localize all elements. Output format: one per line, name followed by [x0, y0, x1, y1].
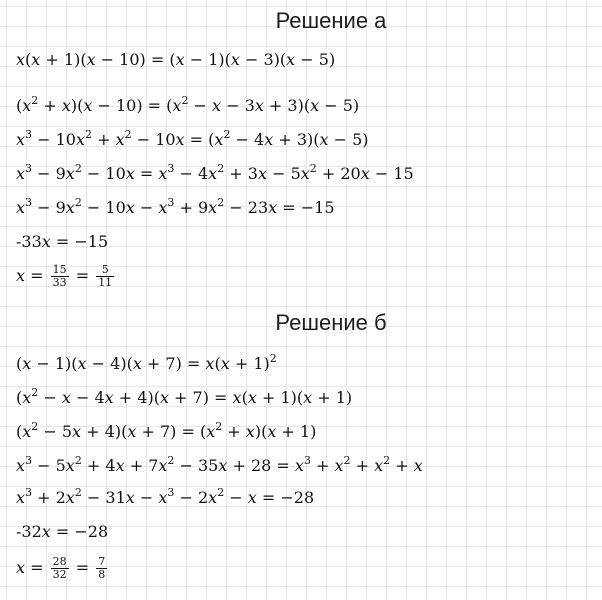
- section-a-step-1: x(x + 1)(x − 10) = (x − 1)(x − 3)(x − 5): [16, 50, 336, 69]
- fraction-denominator: 32: [52, 568, 67, 581]
- section-b-step-6: -32x = −28: [16, 522, 109, 541]
- fraction-numerator: 15: [52, 263, 67, 276]
- section-b-answer: x = $\frac{28}{32}$ = $\frac{7}{8}$: [16, 555, 106, 581]
- section-a-step-3: $x^3 - 10x^2 + x^2 - 10x = (x^2 - 4x + 3)(x - 5)$: [16, 128, 369, 149]
- fraction-numerator: 28: [52, 555, 67, 568]
- section-a-answer: x = $\frac{15}{33}$ = $\frac{5}{11}$: [16, 263, 113, 289]
- section-a-step-2: $(x^2 + x)(x - 10) = (x^2 - x - 3x + 3)(x - 5)$: [16, 94, 360, 115]
- section-b-step-1: $(x - 1)(x - 4)(x + 7) = x(x + 1)^2$: [16, 352, 277, 373]
- fraction-denominator: 11: [98, 276, 113, 289]
- fraction-28-32: [51, 556, 69, 581]
- answer-var: x: [16, 558, 26, 577]
- section-a-step-5: $x^3 - 9x^2 - 10x - x^3 + 9x^2 - 23x = -15$: [16, 196, 335, 217]
- fraction-numerator: 5: [96, 264, 114, 277]
- answer-var: x: [16, 266, 26, 285]
- fraction-numerator: 7: [98, 555, 106, 568]
- section-b-step-2: $(x^2 - x - 4x + 4)(x + 7) = x(x + 1)(x + 1)$: [16, 386, 353, 407]
- fraction-5-11: [96, 264, 114, 289]
- section-b-step-5: $x^3 + 2x^2 - 31x - x^3 - 2x^2 - x = -28$: [16, 486, 315, 507]
- fraction-15-33: [51, 264, 69, 289]
- section-b-step-3: $(x^2 - 5x + 4)(x + 7) = (x^2 + x)(x + 1)$: [16, 420, 317, 441]
- section-b-title: Решение б: [275, 310, 387, 335]
- section-a-step-4: $x^3 - 9x^2 - 10x = x^3 - 4x^2 + 3x - 5x^2 + 20x - 15$: [16, 162, 414, 183]
- section-a-title: Решение а: [275, 8, 387, 33]
- section-b-step-4: $x^3 - 5x^2 + 4x + 7x^2 - 35x + 28 = x^3 + x^2 + x^2 + x$: [16, 454, 423, 475]
- fraction-denominator: 8: [98, 568, 106, 581]
- fraction-denominator: 33: [52, 276, 67, 289]
- fraction-7-8: [96, 556, 107, 581]
- section-a-step-6: -33x = −15: [16, 232, 109, 251]
